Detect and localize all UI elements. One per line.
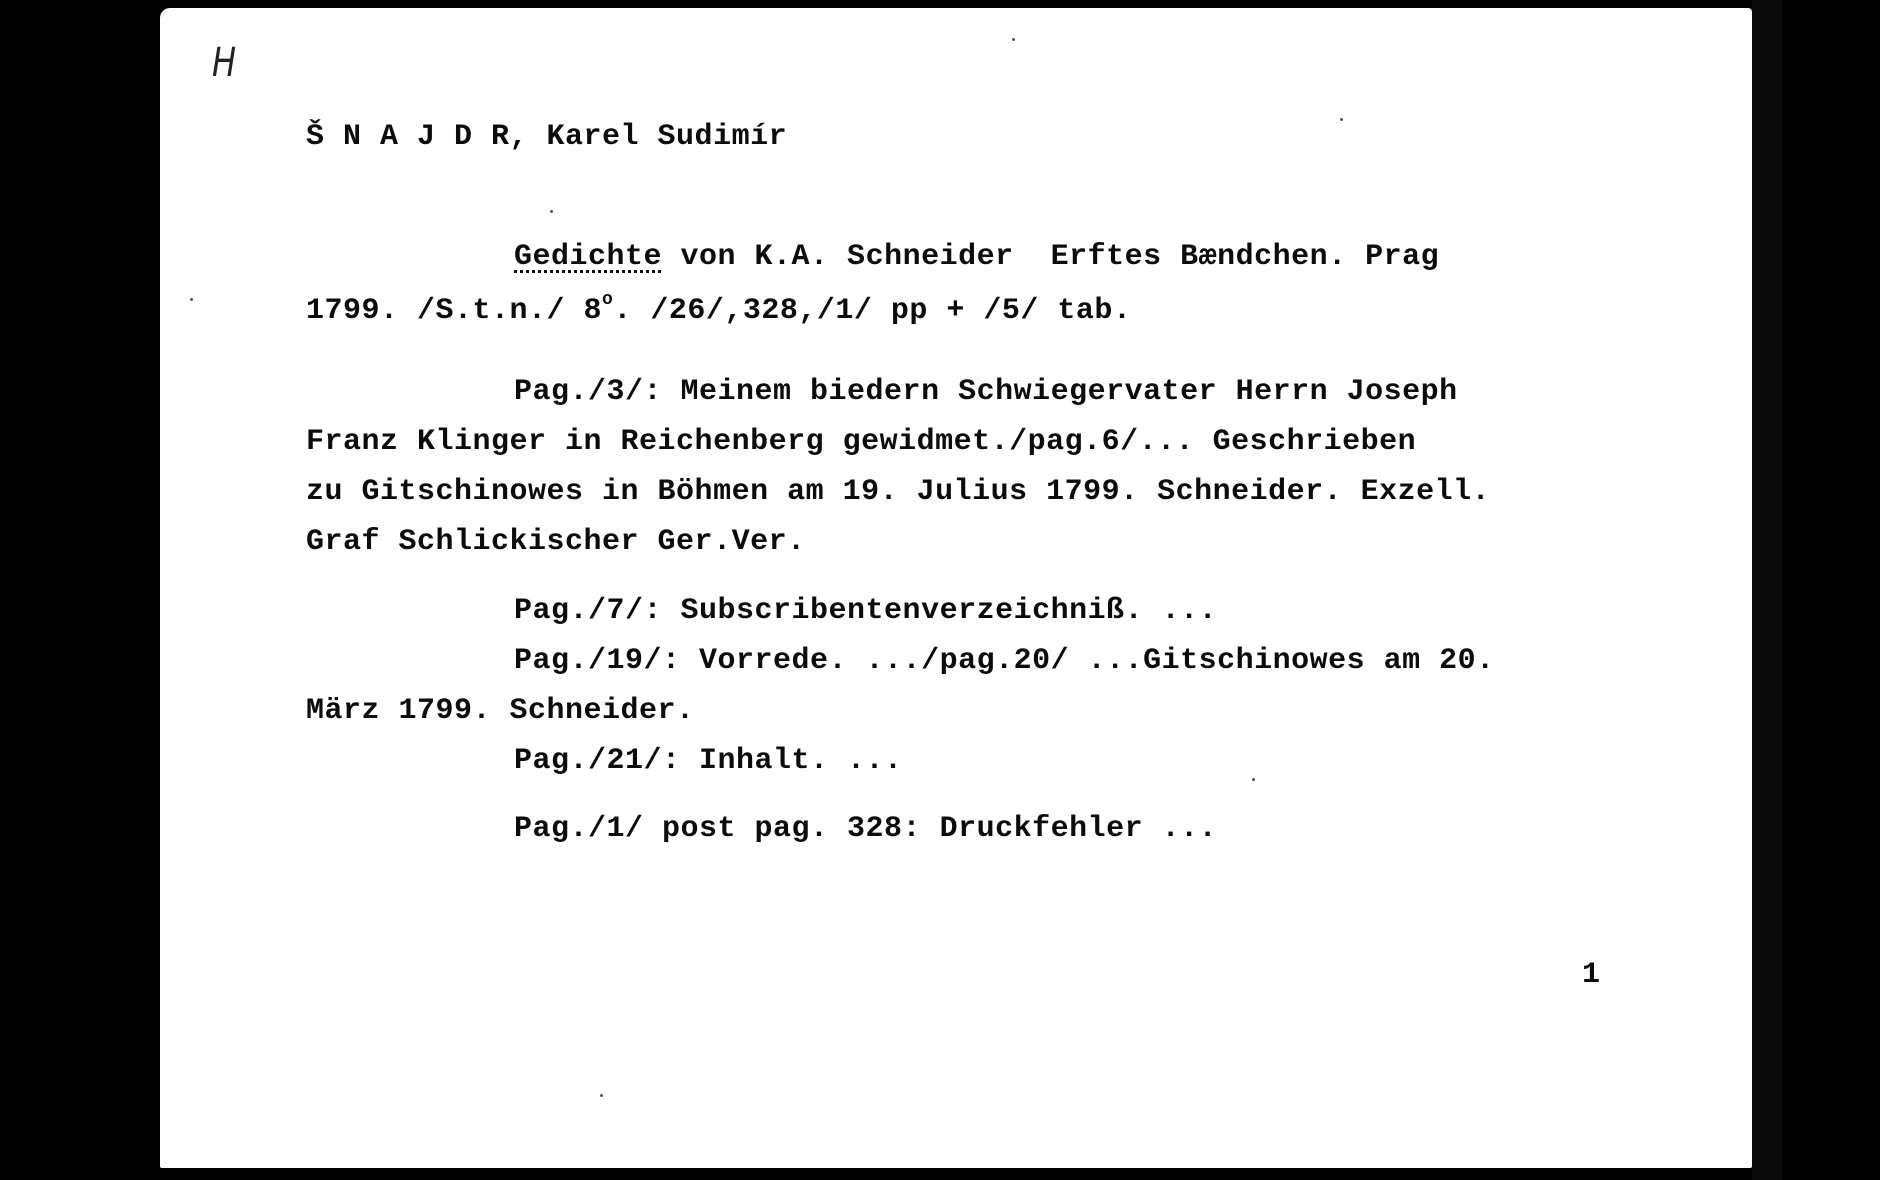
scan-edge [1752, 0, 1782, 1180]
scan-speck [1252, 778, 1255, 781]
note-line: Pag./3/: Meinem biedern Schwiegervater Herrn Joseph [514, 375, 1458, 409]
note-line: Franz Klinger in Reichenberg gewidmet./pag.6/... Geschrieben [306, 425, 1417, 459]
page-number: 1 [1582, 958, 1601, 992]
note-line: Graf Schlickischer Ger.Ver. [306, 525, 806, 559]
imprint-part-b: . /26/,328,/1/ pp + /5/ tab. [613, 294, 1132, 328]
note-line: Pag./7/: Subscribentenverzeichniß. ... [514, 594, 1218, 628]
note-line: zu Gitschinowes in Böhmen am 19. Julius 1799. Schneider. Exzell. [306, 475, 1491, 509]
catalog-card [160, 8, 1752, 1168]
handwritten-mark: H [212, 40, 237, 86]
entry-imprint-line [306, 290, 1131, 328]
scan-speck [1340, 118, 1343, 121]
entry-title-line [514, 240, 1439, 274]
note-line: März 1799. Schneider. [306, 694, 695, 728]
imprint-superscript: o [602, 290, 614, 310]
note-line: Pag./1/ post pag. 328: Druckfehler ... [514, 812, 1218, 846]
scan-speck [550, 210, 553, 213]
note-line: Pag./19/: Vorrede. .../pag.20/ ...Gitschinowes am 20. [514, 644, 1495, 678]
scan-speck [1012, 38, 1015, 41]
scan-speck [600, 1094, 603, 1097]
scan-speck [190, 298, 193, 301]
note-line: Pag./21/: Inhalt. ... [514, 744, 903, 778]
imprint-part-a: 1799. /S.t.n./ 8 [306, 294, 603, 328]
card-heading: Š N A J D R, Karel Sudimír [306, 120, 788, 154]
entry-title: Gedichte [514, 240, 663, 274]
entry-title-rest: von K.A. Schneider Erftes Bændchen. Prag [662, 240, 1440, 274]
